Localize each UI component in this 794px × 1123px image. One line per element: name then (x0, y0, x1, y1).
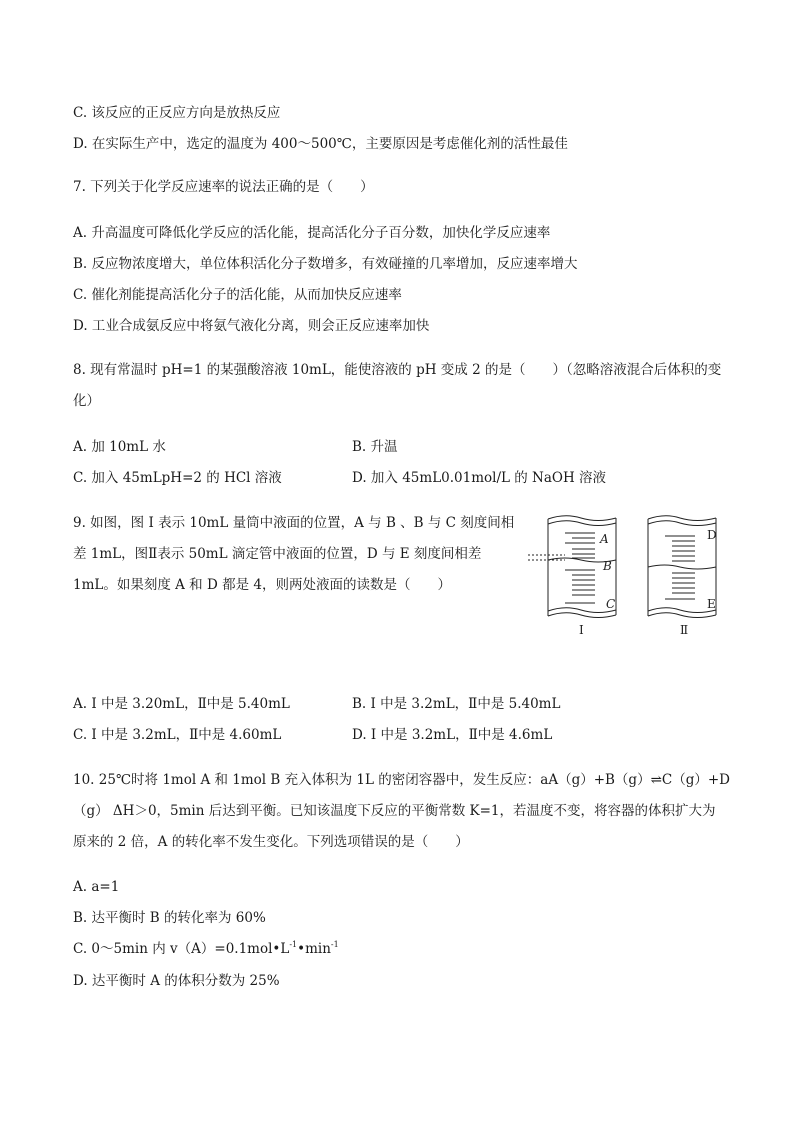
cylinder-i-bottom-inner-edge (548, 613, 616, 618)
q10-stem-line3: 原来的 2 倍，A 的转化率不发生变化。下列选项错误的是（ ） (73, 834, 469, 850)
q10-option-c-exp1: -1 (289, 940, 298, 949)
burette-ii-meniscus (648, 565, 716, 569)
q7-stem: 7. 下列关于化学反应速率的说法正确的是（ ） (73, 179, 374, 195)
burette-ii-top-inner-edge (648, 521, 716, 526)
q8-option-b: B. 升温 (352, 439, 398, 455)
q10-option-d: D. 达平衡时 A 的体积分数为 25% (73, 973, 280, 989)
q9-option-d: D. I 中是 3.2mL，Ⅱ中是 4.6mL (352, 727, 553, 743)
figure-caption-i: I (579, 623, 584, 637)
q6-option-c: C. 该反应的正反应方向是放热反应 (73, 105, 281, 121)
q8-stem-line1: 8. 现有常温时 pH=1 的某强酸溶液 10mL，能使溶液的 pH 变成 2 的是（ ）（忽略溶液混合后体积的变 (73, 362, 722, 378)
cylinder-i-top-edge (548, 516, 616, 521)
q9-stem-line3: 1mL。如果刻度 A 和 D 都是 4，则两处液面的读数是（ ） (73, 577, 451, 593)
burette-ii-bottom-edge (648, 608, 716, 613)
burette-ii (648, 516, 716, 618)
cylinder-label-c: C (606, 597, 616, 611)
q10-option-c-mid: •min (297, 941, 331, 957)
q9-stem-line1: 9. 如图，图 I 表示 10mL 量筒中液面的位置，A 与 B 、B 与 C 刻度间相 (73, 515, 515, 531)
cylinder-i-top-inner-edge (548, 521, 616, 526)
q10-option-c (73, 940, 339, 958)
q10-stem-line1: 10. 25℃时将 1mol A 和 1mol B 充入体积为 1L 的密闭容器中，发生反应：aA（g）+B（g）⇌C（g）+D (73, 772, 730, 788)
burette-ii-bottom-inner-edge (648, 613, 716, 618)
q7-option-d: D. 工业合成氨反应中将氨气液化分离，则会正反应速率加快 (73, 318, 430, 334)
q8-option-a: A. 加 10mL 水 (73, 439, 166, 455)
q10-stem-line2: （g） ΔH＞0，5min 后达到平衡。已知该温度下反应的平衡常数 K=1，若温度不变，将容器的体积扩大为 (73, 803, 716, 819)
q8-stem-line2: 化） (73, 393, 100, 409)
burette-ii-top-edge (648, 516, 716, 521)
cylinder-label-a: A (600, 532, 609, 546)
q8-option-c: C. 加入 45mLpH=2 的 HCl 溶液 (73, 470, 282, 486)
q7-option-c: C. 催化剂能提高活化分子的活化能，从而加快反应速率 (73, 287, 402, 303)
q10-option-c-text: C. 0～5min 内 v（A）=0.1mol•L (73, 941, 290, 957)
q9-option-a: A. I 中是 3.20mL，Ⅱ中是 5.40mL (73, 696, 290, 712)
cylinder-label-b: B (603, 559, 612, 573)
q9-stem-line2: 差 1mL，图Ⅱ表示 50mL 滴定管中液面的位置，D 与 E 刻度间相差 (73, 546, 482, 562)
cylinder-burette-figure (520, 512, 730, 642)
q10-option-a: A. a=1 (73, 879, 120, 895)
q9-option-c: C. I 中是 3.2mL，Ⅱ中是 4.60mL (73, 727, 282, 743)
burette-label-e: E (707, 597, 716, 611)
q7-option-b: B. 反应物浓度增大，单位体积活化分子数增多，有效碰撞的几率增加，反应速率增大 (73, 256, 578, 272)
q8-option-d: D. 加入 45mL0.01mol/L 的 NaOH 溶液 (352, 470, 607, 486)
figure-caption-ii: Ⅱ (680, 623, 689, 637)
q7-option-a: A. 升高温度可降低化学反应的活化能，提高活化分子百分数，加快化学反应速率 (73, 225, 551, 241)
q10-option-c-exp2: -1 (330, 940, 339, 949)
burette-label-d: D (707, 528, 717, 542)
cylinder-i-scale (565, 533, 595, 603)
q9-option-b: B. I 中是 3.2mL，Ⅱ中是 5.40mL (352, 696, 561, 712)
q10-option-b: B. 达平衡时 B 的转化率为 60% (73, 910, 266, 926)
q6-option-d: D. 在实际生产中，选定的温度为 400～500℃，主要原因是考虑催化剂的活性最佳 (73, 136, 568, 152)
